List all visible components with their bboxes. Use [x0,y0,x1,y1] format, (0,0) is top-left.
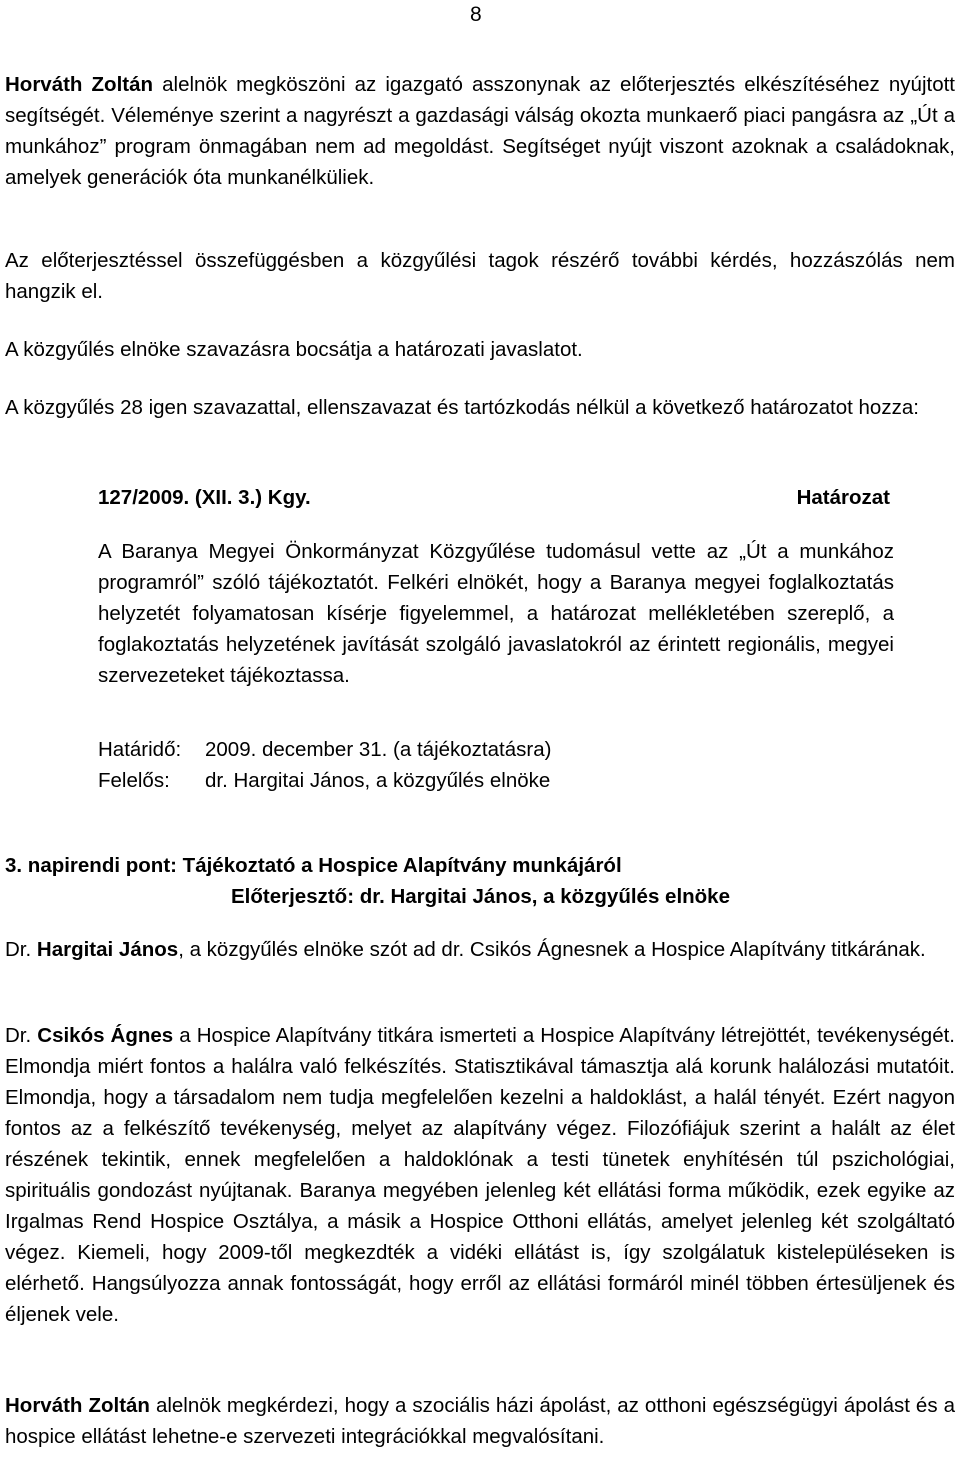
speaker-name: Csikós Ágnes [37,1024,174,1047]
speaker-name: Hargitai János [36,938,179,961]
page-number: 8 [470,3,482,26]
responsible-value: dr. Hargitai János, a közgyűlés elnöke [205,769,551,792]
agenda-label: 3. napirendi pont: [5,854,177,877]
responsible-row [98,765,551,796]
paragraph-3: A közgyűlés elnöke szavazásra bocsátja a határozati javaslatot. [5,338,583,361]
agenda-row-1 [5,850,730,881]
resolution-header [98,482,890,513]
paragraph-7 [5,1390,955,1452]
paragraph-text: alelnök megköszöni az igazgató asszonynak az előterjesztés elkészítéséhez nyújtott segítségét. Véleménye szerint a nagyrészt a gazdasági válság okozta munkaerő piaci pangásra az „Út a munkához” program önmagában nem ad megoldást. Segítséget nyújt viszont azoknak a családoknak, amelyek generációk óta munkanélküliek. [5,73,955,189]
resolution-body: A Baranya Megyei Önkormányzat Közgyűlése tudomásul vette az „Út a munkához programról” szóló tájékoztatót. Felkéri elnökét, hogy a Baranya megyei foglalkoztatás helyzetét folyamatosan kísérje figyelemmel, a határozat mellékletében szereplő, a foglakoztatás helyzetének javítását szolgáló javaslatokról az érintett regionális, megyei szervezeteket tájékoztassa. [98,540,894,687]
paragraph-2: Az előterjesztéssel összefüggésben a közgyűlési tagok részérő további kérdés, hozzászólás nem hangzik el. [5,249,955,303]
speaker-prefix: Dr. [5,938,32,961]
speaker-prefix: Dr. [5,1024,32,1047]
paragraph-1 [5,69,955,193]
responsible-label: Felelős: [98,769,170,792]
speaker-name: Horváth Zoltán [5,73,154,96]
paragraph-text: a Hospice Alapítvány titkára ismerteti a Hospice Alapítvány létrejöttét, tevékenységét. Elmondja miért fontos a halálra való felkészítés. Statisztikával támasztja alá korunk halálozási mutatóit. Elmondja, hogy a társadalom nem tudja megfelelően kezelni a haldoklást, a halál tényét. Ezért nagyon fontos az a felkészítő tevékenység, melyet az alapítvány végez. Filozófiájuk szerint a halált az élet részének tekintik, ennek megfelelően a haldoklónak a testi tünetek enyhítésén túl pszichológiai, spirituális gondozást nyújtanak. Baranya megyében jelenleg két ellátási forma működik, ezek egyike az Irgalmas Rend Hospice Osztálya, a másik a Hospice Otthoni ellátás, amelyet jelenleg két szolgáltató végez. Kiemeli, hogy 2009-től megkezdték a vidéki ellátást is, így szolgálatuk kistelepüléseken is elérhető. Hangsúlyozza annak fontosságát, hogy erről az ellátási formáról minél többen értesüljenek és éljenek vele. [5,1024,956,1326]
paragraph-5 [5,934,955,965]
paragraph-text: alelnök megkérdezi, hogy a szociális házi ápolást, az otthoni egészségügyi ápolást és a hospice ellátást lehetne-e szervezeti integrációkkal megvalósítani. [5,1394,955,1448]
agenda-title: Tájékoztató a Hospice Alapítvány munkájáról [182,854,622,877]
paragraph-text: , a közgyűlés elnöke szót ad dr. Csikós Ágnesnek a Hospice Alapítvány titkárának. [178,938,926,961]
agenda-presenter: Előterjesztő: dr. Hargitai János, a közgyűlés elnöke [231,885,730,908]
resolution-title: Határozat [796,486,890,509]
resolution-deadline-block [98,734,551,796]
deadline-row [98,734,551,765]
speaker-name: Horváth Zoltán [5,1394,150,1417]
deadline-value: 2009. december 31. (a tájékoztatásra) [205,738,552,761]
deadline-label: Határidő: [98,738,182,761]
agenda-item [5,850,730,912]
paragraph-4: A közgyűlés 28 igen szavazattal, ellenszavazat és tartózkodás nélkül a következő határozatot hozza: [5,396,919,419]
paragraph-6 [5,1020,955,1330]
resolution-number: 127/2009. (XII. 3.) Kgy. [98,486,311,509]
